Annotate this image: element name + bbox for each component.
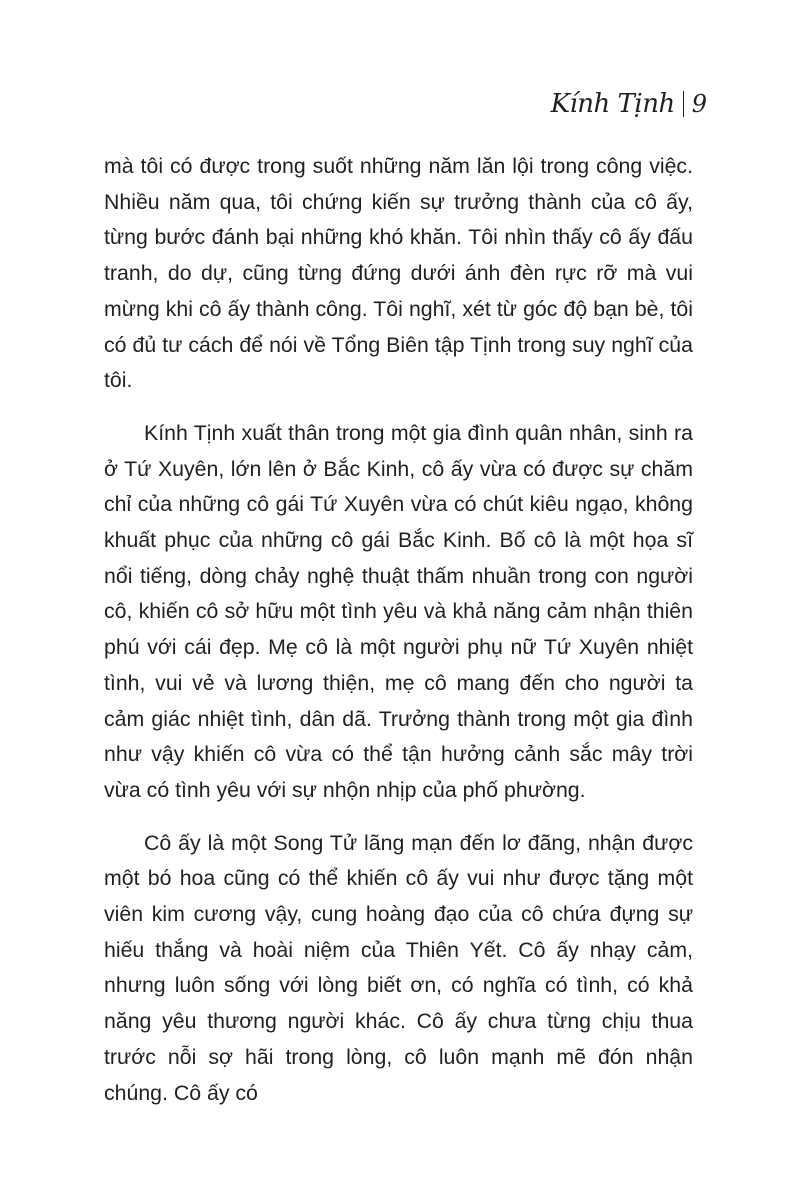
paragraph-1: mà tôi có được trong suốt những năm lăn lội trong công việc. Nhiều năm qua, tôi chứng kiến sự trưởng thành của cô ấy, từng bước đánh bại những khó khăn. Tôi nhìn thấy cô ấy đấu tranh, do dự, cũng từng đứng dưới ánh đèn rực rỡ mà vui mừng khi cô ấy thành công. Tôi nghĩ, xét từ góc độ bạn bè, tôi có đủ tư cách để nói về Tổng Biên tập Tịnh trong suy nghĩ của tôi.	[104, 154, 693, 393]
header-separator	[683, 91, 684, 117]
paragraph-3: Cô ấy là một Song Tử lãng mạn đến lơ đãng, nhận được một bó hoa cũng có thể khiến cô ấy vui như được tặng một viên kim cương vậy, cung hoàng đạo của cô chứa đựng sự hiếu thắng và hoài niệm của Thiên Yết. Cô ấy nhạy cảm, nhưng luôn sống với lòng biết ơn, có nghĩa có tình, có khả năng yêu thương người khác. Cô ấy chưa từng chịu thua trước nỗi sợ hãi trong lòng, cô luôn mạnh mẽ đón nhận chúng. Cô ấy có	[104, 830, 693, 1105]
running-header	[551, 84, 707, 124]
paragraph-2: Kính Tịnh xuất thân trong một gia đình quân nhân, sinh ra ở Tứ Xuyên, lớn lên ở Bắc Kinh, cô ấy vừa có được sự chăm chỉ của những cô gái Tứ Xuyên vừa có chút kiêu ngạo, không khuất phục của những cô gái Bắc Kinh. Bố cô là một họa sĩ nổi tiếng, dòng chảy nghệ thuật thấm nhuần trong con người cô, khiến cô sở hữu một tình yêu và khả năng cảm nhận thiên phú với cái đẹp. Mẹ cô là một người phụ nữ Tứ Xuyên nhiệt tình, vui vẻ và lương thiện, mẹ cô mang đến cho người ta cảm giác nhiệt tình, dân dã. Trưởng thành trong một gia đình như vậy khiến cô vừa có thể tận hưởng cảnh sắc mây trời vừa có tình yêu với sự nhộn nhịp của phố phường.	[104, 420, 693, 802]
body-text	[104, 149, 693, 1111]
book-title: Kính Tịnh	[550, 89, 675, 119]
page-number: 9	[691, 90, 707, 118]
